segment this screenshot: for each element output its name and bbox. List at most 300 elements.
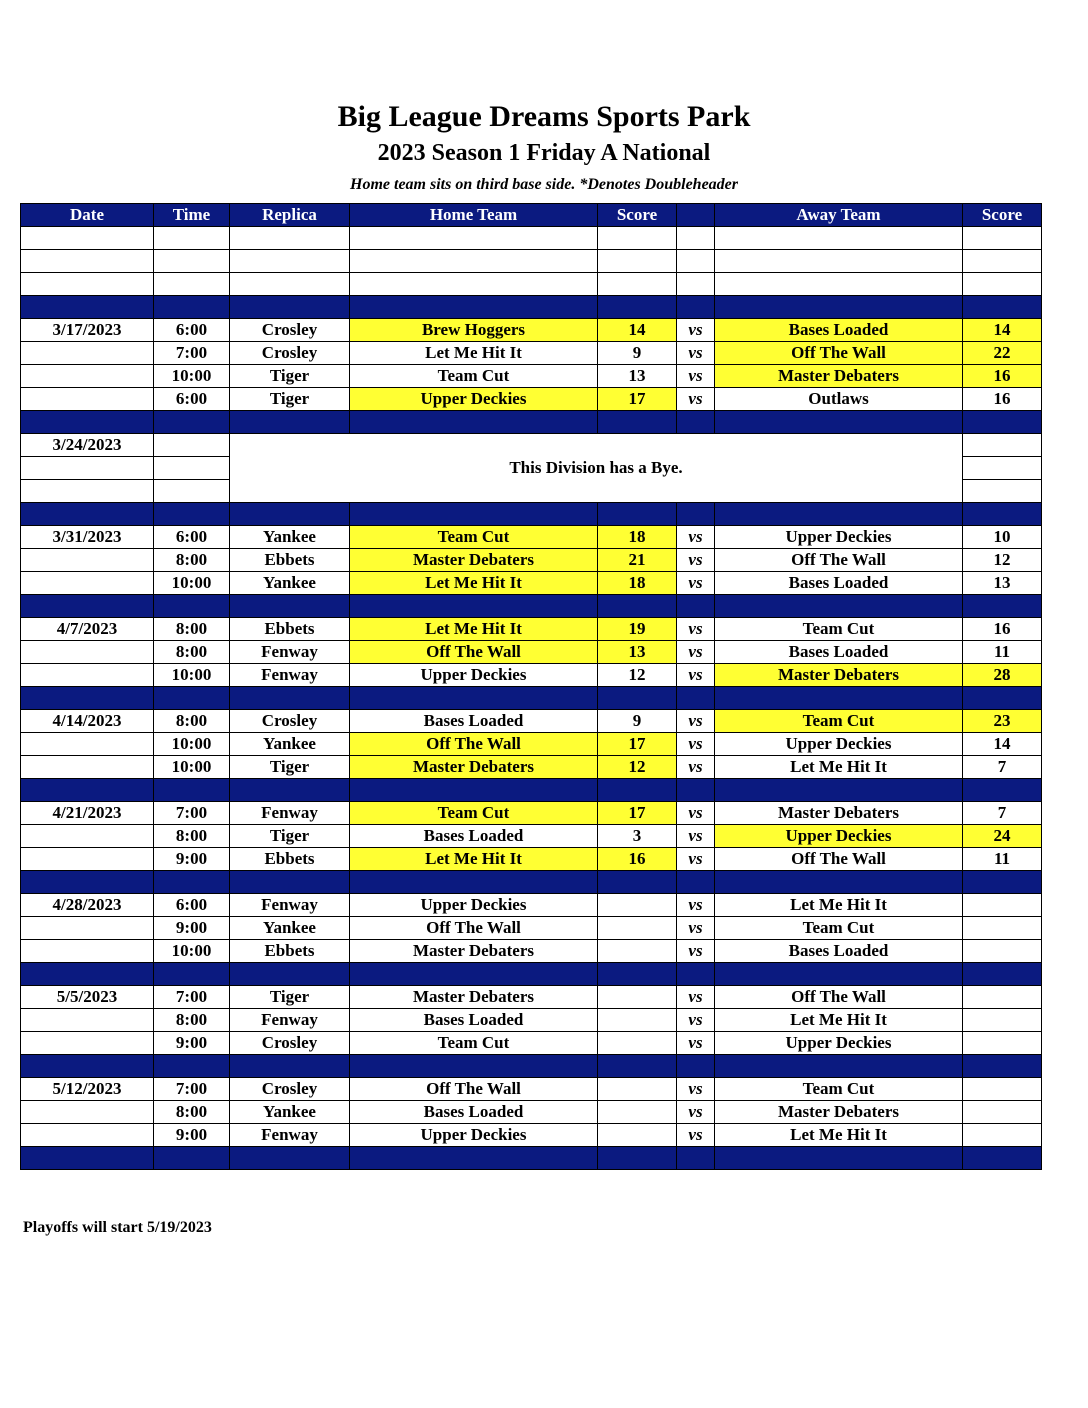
replica-cell: Ebbets bbox=[230, 940, 350, 963]
date-cell bbox=[21, 848, 154, 871]
empty-cell bbox=[350, 250, 598, 273]
page-title: Big League Dreams Sports Park bbox=[337, 100, 751, 133]
home-score-cell bbox=[598, 894, 677, 917]
separator-row bbox=[21, 687, 1042, 710]
time-cell: 10:00 bbox=[154, 664, 230, 687]
separator-cell bbox=[677, 963, 715, 986]
separator-cell bbox=[21, 296, 154, 319]
separator-cell bbox=[154, 296, 230, 319]
home-team-cell: Master Debaters bbox=[350, 940, 598, 963]
empty-cell bbox=[598, 273, 677, 296]
game-row bbox=[21, 756, 1042, 779]
time-cell: 7:00 bbox=[154, 802, 230, 825]
replica-cell: Fenway bbox=[230, 894, 350, 917]
away-score-cell bbox=[963, 1101, 1042, 1124]
away-score-cell: 22 bbox=[963, 342, 1042, 365]
separator-cell bbox=[154, 963, 230, 986]
separator-cell bbox=[963, 779, 1042, 802]
page-subtitle: 2023 Season 1 Friday A National bbox=[377, 140, 711, 166]
empty-cell bbox=[230, 227, 350, 250]
home-team-cell: Let Me Hit It bbox=[350, 618, 598, 641]
away-team-cell: Bases Loaded bbox=[715, 641, 963, 664]
separator-row bbox=[21, 296, 1042, 319]
col-header-replica: Replica bbox=[230, 204, 350, 227]
date-cell: 4/21/2023 bbox=[21, 802, 154, 825]
separator-cell bbox=[230, 963, 350, 986]
vs-cell: vs bbox=[677, 526, 715, 549]
home-score-cell: 3 bbox=[598, 825, 677, 848]
game-row bbox=[21, 940, 1042, 963]
home-score-cell bbox=[598, 917, 677, 940]
away-team-cell: Off The Wall bbox=[715, 342, 963, 365]
home-team-cell: Master Debaters bbox=[350, 986, 598, 1009]
date-cell bbox=[21, 549, 154, 572]
empty-row bbox=[21, 250, 1042, 273]
home-score-cell bbox=[598, 940, 677, 963]
game-row bbox=[21, 1124, 1042, 1147]
game-row bbox=[21, 894, 1042, 917]
separator-cell bbox=[230, 503, 350, 526]
separator-cell bbox=[598, 871, 677, 894]
separator-cell bbox=[715, 296, 963, 319]
col-header-away-team: Away Team bbox=[715, 204, 963, 227]
date-cell bbox=[21, 365, 154, 388]
home-score-cell: 19 bbox=[598, 618, 677, 641]
game-row bbox=[21, 733, 1042, 756]
separator-cell bbox=[350, 779, 598, 802]
separator-cell bbox=[350, 1055, 598, 1078]
separator-cell bbox=[350, 687, 598, 710]
separator-cell bbox=[963, 1055, 1042, 1078]
separator-cell bbox=[154, 595, 230, 618]
schedule-note: Home team sits on third base side. *Denotes Doubleheader bbox=[350, 176, 738, 193]
away-score-cell: 11 bbox=[963, 641, 1042, 664]
home-score-cell: 17 bbox=[598, 388, 677, 411]
replica-cell: Tiger bbox=[230, 756, 350, 779]
separator-cell bbox=[21, 779, 154, 802]
date-cell bbox=[21, 940, 154, 963]
separator-cell bbox=[598, 687, 677, 710]
separator-cell bbox=[677, 296, 715, 319]
date-cell bbox=[21, 1009, 154, 1032]
away-team-cell: Bases Loaded bbox=[715, 940, 963, 963]
time-cell: 8:00 bbox=[154, 549, 230, 572]
schedule-table bbox=[20, 203, 1042, 1170]
replica-cell: Yankee bbox=[230, 526, 350, 549]
away-score-cell: 16 bbox=[963, 388, 1042, 411]
separator-cell bbox=[963, 503, 1042, 526]
separator-cell bbox=[21, 687, 154, 710]
separator-cell bbox=[230, 687, 350, 710]
home-score-cell: 14 bbox=[598, 319, 677, 342]
time-cell: 7:00 bbox=[154, 342, 230, 365]
date-cell: 5/5/2023 bbox=[21, 986, 154, 1009]
home-team-cell: Let Me Hit It bbox=[350, 342, 598, 365]
home-score-cell: 16 bbox=[598, 848, 677, 871]
separator-cell bbox=[963, 687, 1042, 710]
vs-cell: vs bbox=[677, 1101, 715, 1124]
home-team-cell: Upper Deckies bbox=[350, 894, 598, 917]
vs-cell: vs bbox=[677, 917, 715, 940]
away-team-cell: Master Debaters bbox=[715, 1101, 963, 1124]
date-cell bbox=[21, 342, 154, 365]
separator-cell bbox=[598, 595, 677, 618]
replica-cell: Fenway bbox=[230, 802, 350, 825]
separator-cell bbox=[21, 963, 154, 986]
separator-cell bbox=[677, 1147, 715, 1170]
vs-cell: vs bbox=[677, 342, 715, 365]
separator-cell bbox=[715, 687, 963, 710]
separator-cell bbox=[963, 296, 1042, 319]
separator-cell bbox=[715, 963, 963, 986]
vs-cell: vs bbox=[677, 756, 715, 779]
empty-cell bbox=[21, 273, 154, 296]
away-score-cell bbox=[963, 917, 1042, 940]
away-score-cell: 16 bbox=[963, 365, 1042, 388]
separator-cell bbox=[963, 1147, 1042, 1170]
game-row bbox=[21, 825, 1042, 848]
separator-cell bbox=[350, 411, 598, 434]
time-cell: 7:00 bbox=[154, 986, 230, 1009]
vs-cell: vs bbox=[677, 641, 715, 664]
separator-row bbox=[21, 963, 1042, 986]
empty-cell bbox=[350, 227, 598, 250]
vs-cell: vs bbox=[677, 940, 715, 963]
home-team-cell: Brew Hoggers bbox=[350, 319, 598, 342]
separator-cell bbox=[21, 1055, 154, 1078]
home-team-cell: Upper Deckies bbox=[350, 388, 598, 411]
replica-cell: Ebbets bbox=[230, 848, 350, 871]
vs-cell: vs bbox=[677, 848, 715, 871]
date-cell bbox=[21, 1032, 154, 1055]
empty-cell bbox=[963, 273, 1042, 296]
empty-cell bbox=[963, 227, 1042, 250]
time-cell: 8:00 bbox=[154, 1009, 230, 1032]
playoffs-note: Playoffs will start 5/19/2023 bbox=[23, 1219, 212, 1236]
replica-cell: Yankee bbox=[230, 917, 350, 940]
vs-cell: vs bbox=[677, 1124, 715, 1147]
empty-cell bbox=[21, 250, 154, 273]
date-cell: 4/7/2023 bbox=[21, 618, 154, 641]
separator-cell bbox=[598, 963, 677, 986]
home-score-cell bbox=[598, 1101, 677, 1124]
empty-cell bbox=[677, 227, 715, 250]
separator-cell bbox=[598, 779, 677, 802]
date-cell: 3/31/2023 bbox=[21, 526, 154, 549]
away-team-cell: Upper Deckies bbox=[715, 1032, 963, 1055]
date-cell bbox=[21, 733, 154, 756]
away-team-cell: Master Debaters bbox=[715, 664, 963, 687]
away-team-cell: Off The Wall bbox=[715, 549, 963, 572]
separator-cell bbox=[154, 1147, 230, 1170]
vs-cell: vs bbox=[677, 319, 715, 342]
date-cell: 5/12/2023 bbox=[21, 1078, 154, 1101]
away-score-cell bbox=[963, 986, 1042, 1009]
home-team-cell: Bases Loaded bbox=[350, 1009, 598, 1032]
date-cell bbox=[21, 917, 154, 940]
empty-cell bbox=[677, 273, 715, 296]
time-cell: 10:00 bbox=[154, 572, 230, 595]
game-row bbox=[21, 572, 1042, 595]
date-cell bbox=[21, 641, 154, 664]
col-header-date: Date bbox=[21, 204, 154, 227]
home-score-cell: 17 bbox=[598, 802, 677, 825]
separator-cell bbox=[21, 871, 154, 894]
separator-cell bbox=[715, 595, 963, 618]
away-score-cell bbox=[963, 1009, 1042, 1032]
vs-cell: vs bbox=[677, 1009, 715, 1032]
separator-row bbox=[21, 595, 1042, 618]
empty-cell bbox=[230, 273, 350, 296]
away-team-cell: Team Cut bbox=[715, 917, 963, 940]
away-score-cell: 16 bbox=[963, 618, 1042, 641]
away-team-cell: Upper Deckies bbox=[715, 733, 963, 756]
away-score-cell bbox=[963, 480, 1042, 503]
separator-cell bbox=[21, 503, 154, 526]
vs-cell: vs bbox=[677, 664, 715, 687]
date-cell bbox=[21, 756, 154, 779]
date-cell bbox=[21, 572, 154, 595]
separator-row bbox=[21, 871, 1042, 894]
replica-cell: Crosley bbox=[230, 1032, 350, 1055]
home-score-cell bbox=[598, 986, 677, 1009]
header-row bbox=[21, 204, 1042, 227]
separator-row bbox=[21, 411, 1042, 434]
separator-cell bbox=[154, 503, 230, 526]
date-cell bbox=[21, 825, 154, 848]
time-cell: 8:00 bbox=[154, 1101, 230, 1124]
separator-cell bbox=[350, 963, 598, 986]
away-score-cell: 12 bbox=[963, 549, 1042, 572]
game-row bbox=[21, 342, 1042, 365]
separator-cell bbox=[154, 687, 230, 710]
col-header-home-team: Home Team bbox=[350, 204, 598, 227]
away-team-cell: Upper Deckies bbox=[715, 526, 963, 549]
away-score-cell bbox=[963, 894, 1042, 917]
home-team-cell: Upper Deckies bbox=[350, 1124, 598, 1147]
col-header-away-score: Score bbox=[963, 204, 1042, 227]
time-cell: 7:00 bbox=[154, 1078, 230, 1101]
home-team-cell: Let Me Hit It bbox=[350, 848, 598, 871]
away-score-cell: 7 bbox=[963, 756, 1042, 779]
date-cell bbox=[21, 457, 154, 480]
time-cell: 9:00 bbox=[154, 1032, 230, 1055]
separator-row bbox=[21, 1055, 1042, 1078]
separator-cell bbox=[677, 1055, 715, 1078]
game-row bbox=[21, 618, 1042, 641]
replica-cell: Ebbets bbox=[230, 549, 350, 572]
home-team-cell: Off The Wall bbox=[350, 733, 598, 756]
separator-cell bbox=[230, 411, 350, 434]
away-team-cell: Outlaws bbox=[715, 388, 963, 411]
home-team-cell: Off The Wall bbox=[350, 641, 598, 664]
game-row bbox=[21, 802, 1042, 825]
away-score-cell bbox=[963, 1078, 1042, 1101]
separator-cell bbox=[715, 411, 963, 434]
home-team-cell: Off The Wall bbox=[350, 1078, 598, 1101]
separator-cell bbox=[21, 1147, 154, 1170]
date-cell bbox=[21, 664, 154, 687]
time-cell: 10:00 bbox=[154, 365, 230, 388]
away-team-cell: Master Debaters bbox=[715, 365, 963, 388]
away-team-cell: Let Me Hit It bbox=[715, 1009, 963, 1032]
home-team-cell: Bases Loaded bbox=[350, 710, 598, 733]
empty-cell bbox=[350, 273, 598, 296]
separator-cell bbox=[598, 1147, 677, 1170]
away-team-cell: Off The Wall bbox=[715, 848, 963, 871]
separator-cell bbox=[715, 779, 963, 802]
home-score-cell bbox=[598, 1009, 677, 1032]
replica-cell: Tiger bbox=[230, 986, 350, 1009]
separator-cell bbox=[230, 779, 350, 802]
time-cell: 9:00 bbox=[154, 1124, 230, 1147]
separator-cell bbox=[598, 1055, 677, 1078]
time-cell: 8:00 bbox=[154, 641, 230, 664]
vs-cell: vs bbox=[677, 986, 715, 1009]
separator-cell bbox=[21, 411, 154, 434]
away-score-cell: 28 bbox=[963, 664, 1042, 687]
game-row bbox=[21, 1101, 1042, 1124]
away-score-cell: 7 bbox=[963, 802, 1042, 825]
separator-cell bbox=[715, 1147, 963, 1170]
time-cell: 8:00 bbox=[154, 710, 230, 733]
home-score-cell bbox=[598, 1032, 677, 1055]
separator-cell bbox=[677, 687, 715, 710]
home-score-cell: 12 bbox=[598, 664, 677, 687]
empty-cell bbox=[963, 250, 1042, 273]
replica-cell: Yankee bbox=[230, 1101, 350, 1124]
vs-cell: vs bbox=[677, 710, 715, 733]
replica-cell: Yankee bbox=[230, 733, 350, 756]
date-cell bbox=[21, 388, 154, 411]
date-cell: 3/24/2023 bbox=[21, 434, 154, 457]
home-score-cell bbox=[598, 1124, 677, 1147]
empty-cell bbox=[677, 250, 715, 273]
time-cell: 6:00 bbox=[154, 319, 230, 342]
game-row bbox=[21, 1009, 1042, 1032]
replica-cell: Tiger bbox=[230, 388, 350, 411]
separator-cell bbox=[350, 1147, 598, 1170]
empty-cell bbox=[21, 227, 154, 250]
away-team-cell: Team Cut bbox=[715, 618, 963, 641]
separator-cell bbox=[230, 871, 350, 894]
separator-cell bbox=[677, 411, 715, 434]
date-cell bbox=[21, 1124, 154, 1147]
empty-cell bbox=[598, 250, 677, 273]
home-team-cell: Master Debaters bbox=[350, 756, 598, 779]
replica-cell: Fenway bbox=[230, 664, 350, 687]
game-row bbox=[21, 664, 1042, 687]
away-score-cell bbox=[963, 940, 1042, 963]
vs-cell: vs bbox=[677, 1078, 715, 1101]
separator-cell bbox=[154, 1055, 230, 1078]
away-score-cell: 14 bbox=[963, 319, 1042, 342]
away-team-cell: Off The Wall bbox=[715, 986, 963, 1009]
replica-cell: Crosley bbox=[230, 710, 350, 733]
time-cell bbox=[154, 480, 230, 503]
game-row bbox=[21, 1078, 1042, 1101]
home-team-cell: Off The Wall bbox=[350, 917, 598, 940]
replica-cell: Crosley bbox=[230, 1078, 350, 1101]
home-score-cell: 9 bbox=[598, 342, 677, 365]
separator-cell bbox=[598, 296, 677, 319]
separator-cell bbox=[963, 411, 1042, 434]
away-team-cell: Team Cut bbox=[715, 1078, 963, 1101]
time-cell bbox=[154, 457, 230, 480]
vs-cell: vs bbox=[677, 894, 715, 917]
game-row bbox=[21, 319, 1042, 342]
empty-cell bbox=[715, 250, 963, 273]
separator-cell bbox=[963, 963, 1042, 986]
time-cell: 9:00 bbox=[154, 917, 230, 940]
separator-cell bbox=[677, 779, 715, 802]
home-score-cell: 13 bbox=[598, 365, 677, 388]
empty-cell bbox=[230, 250, 350, 273]
away-score-cell bbox=[963, 457, 1042, 480]
separator-cell bbox=[154, 779, 230, 802]
home-team-cell: Team Cut bbox=[350, 526, 598, 549]
away-score-cell: 14 bbox=[963, 733, 1042, 756]
away-team-cell: Let Me Hit It bbox=[715, 756, 963, 779]
date-cell bbox=[21, 480, 154, 503]
empty-cell bbox=[598, 227, 677, 250]
away-score-cell bbox=[963, 434, 1042, 457]
time-cell: 6:00 bbox=[154, 526, 230, 549]
date-cell: 3/17/2023 bbox=[21, 319, 154, 342]
col-header-time: Time bbox=[154, 204, 230, 227]
time-cell bbox=[154, 434, 230, 457]
date-cell: 4/14/2023 bbox=[21, 710, 154, 733]
time-cell: 6:00 bbox=[154, 388, 230, 411]
replica-cell: Fenway bbox=[230, 1124, 350, 1147]
game-row bbox=[21, 549, 1042, 572]
separator-cell bbox=[154, 871, 230, 894]
replica-cell: Fenway bbox=[230, 1009, 350, 1032]
home-score-cell: 13 bbox=[598, 641, 677, 664]
time-cell: 10:00 bbox=[154, 756, 230, 779]
separator-cell bbox=[963, 871, 1042, 894]
separator-cell bbox=[21, 595, 154, 618]
vs-cell: vs bbox=[677, 549, 715, 572]
bye-row bbox=[21, 434, 1042, 457]
separator-cell bbox=[598, 411, 677, 434]
away-score-cell: 13 bbox=[963, 572, 1042, 595]
empty-cell bbox=[154, 250, 230, 273]
time-cell: 8:00 bbox=[154, 825, 230, 848]
replica-cell: Yankee bbox=[230, 572, 350, 595]
home-score-cell: 21 bbox=[598, 549, 677, 572]
separator-cell bbox=[598, 503, 677, 526]
separator-cell bbox=[715, 503, 963, 526]
separator-cell bbox=[677, 503, 715, 526]
separator-cell bbox=[715, 1055, 963, 1078]
away-score-cell: 11 bbox=[963, 848, 1042, 871]
away-score-cell: 23 bbox=[963, 710, 1042, 733]
date-cell: 4/28/2023 bbox=[21, 894, 154, 917]
away-team-cell: Bases Loaded bbox=[715, 572, 963, 595]
home-team-cell: Team Cut bbox=[350, 1032, 598, 1055]
home-team-cell: Master Debaters bbox=[350, 549, 598, 572]
game-row bbox=[21, 641, 1042, 664]
separator-cell bbox=[963, 595, 1042, 618]
home-score-cell: 9 bbox=[598, 710, 677, 733]
away-score-cell bbox=[963, 1032, 1042, 1055]
empty-cell bbox=[154, 227, 230, 250]
home-score-cell: 12 bbox=[598, 756, 677, 779]
separator-cell bbox=[350, 595, 598, 618]
col-header-vs bbox=[677, 204, 715, 227]
home-team-cell: Bases Loaded bbox=[350, 825, 598, 848]
